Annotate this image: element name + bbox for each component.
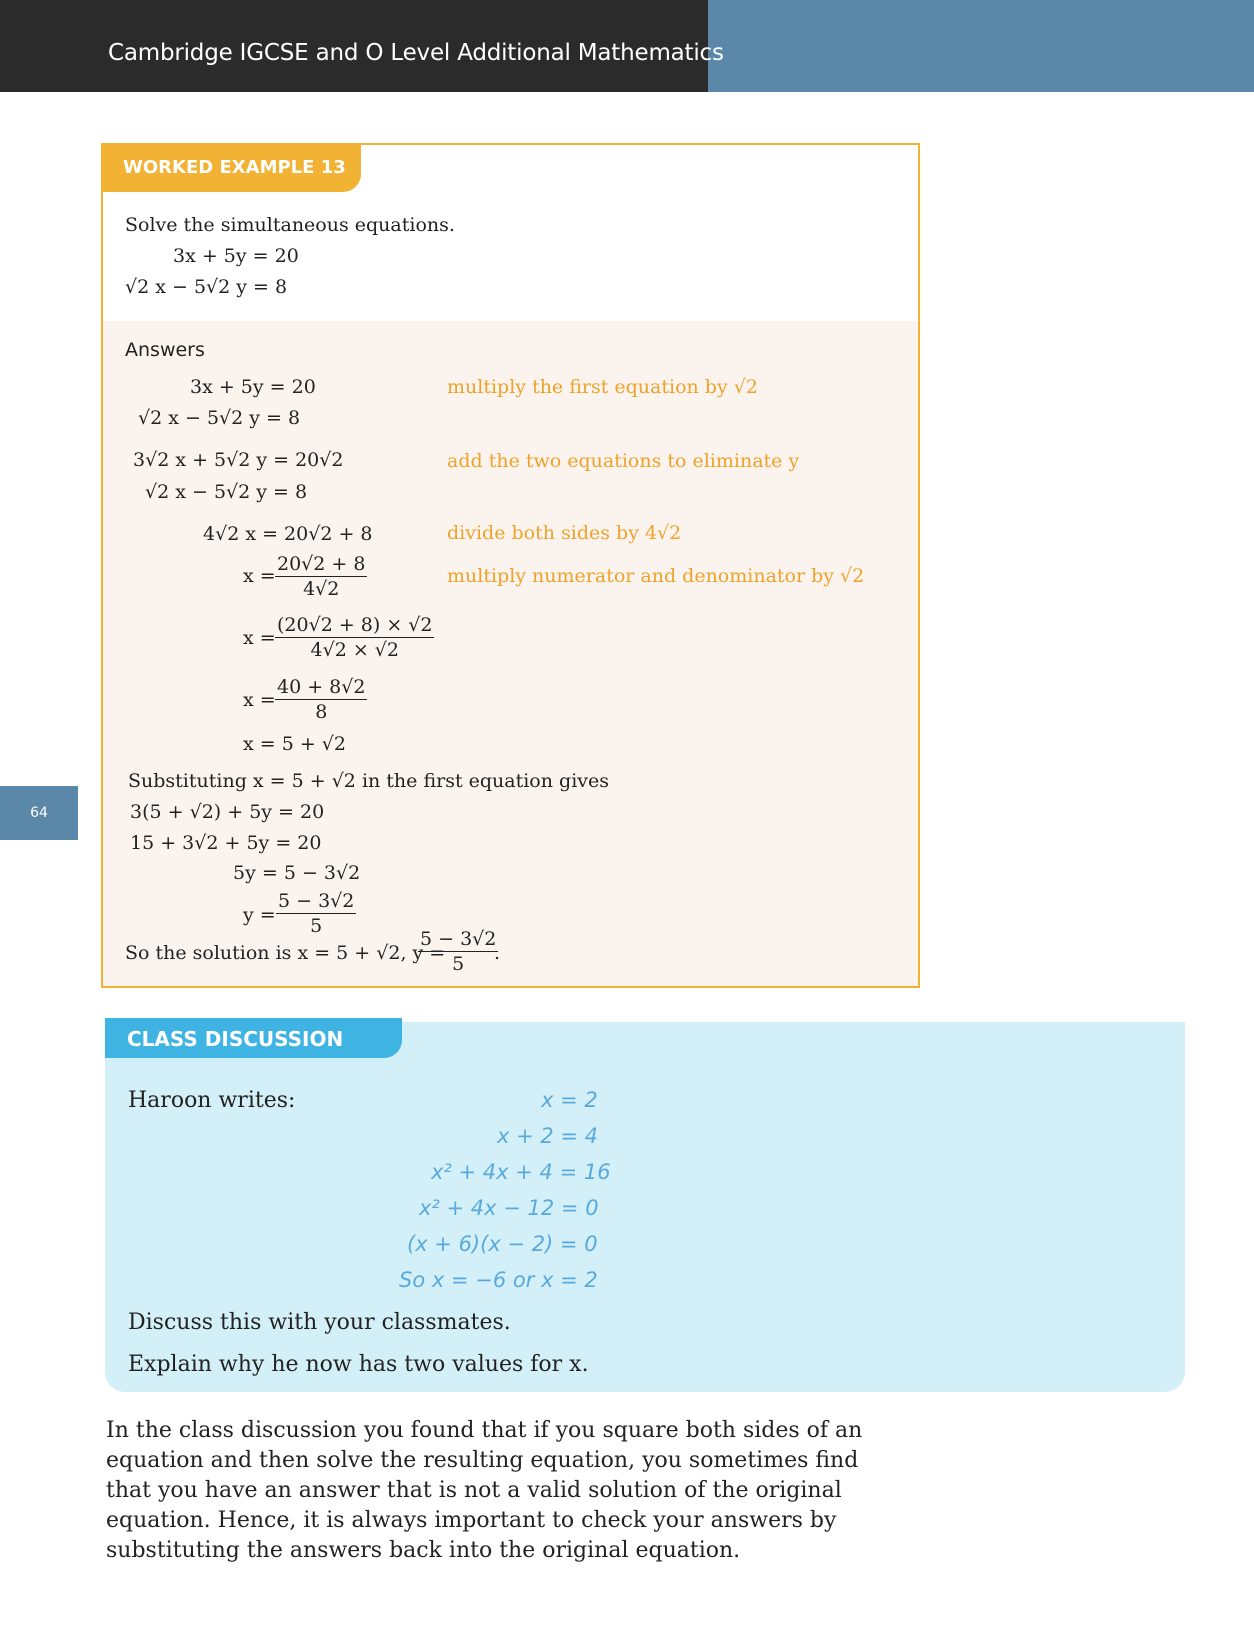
fraction-4-den: 5 <box>310 915 323 937</box>
fraction-1 <box>275 553 367 600</box>
note-1: multiply the first equation by √2 <box>447 376 758 398</box>
class-discussion-box <box>105 1022 1185 1392</box>
step-b1: 3√2 x + 5√2 y = 20√2 <box>133 449 344 471</box>
note-4: multiply numerator and denominator by √2 <box>447 565 865 587</box>
solution-text: So the solution is x = 5 + √2, y = <box>125 942 446 964</box>
fraction-5-num: 5 − 3√2 <box>420 928 497 950</box>
x-equals-1: x = <box>243 565 276 587</box>
handwritten-line-6: So x = −6 or x = 2 <box>399 1268 598 1292</box>
handwritten-line-5: (x + 6)(x − 2) = 0 <box>407 1232 598 1256</box>
x-equals-3: x = <box>243 689 276 711</box>
equation-2: √2 x − 5√2 y = 8 <box>125 276 288 298</box>
solution-period: . <box>494 942 501 964</box>
handwritten-line-2: x + 2 = 4 <box>497 1124 599 1148</box>
x-equals-2: x = <box>243 627 276 649</box>
x-final: x = 5 + √2 <box>243 733 346 755</box>
question-text: Solve the simultaneous equations. <box>125 214 455 236</box>
step-d1: 3(5 + √2) + 5y = 20 <box>130 801 325 823</box>
fraction-3-num: 40 + 8√2 <box>277 676 366 698</box>
discussion-prompt-2: Explain why he now has two values for x. <box>128 1352 589 1377</box>
step-c1: 4√2 x = 20√2 + 8 <box>203 523 373 545</box>
note-2: add the two equations to eliminate y <box>447 450 800 472</box>
step-b2: √2 x − 5√2 y = 8 <box>145 481 308 503</box>
discussion-prompt-1: Discuss this with your classmates. <box>128 1310 511 1335</box>
worked-example-label: WORKED EXAMPLE 13 <box>123 157 346 178</box>
fraction-5-den: 5 <box>452 953 465 975</box>
closing-paragraph: In the class discussion you found that if you square both sides of an equation and then solve the resulting equation, you sometimes find that you have an answer that is not a valid solution of the original equation. Hence, it is always important to check your answers by substituting the answers back into the original equation. <box>106 1418 863 1563</box>
fraction-5 <box>418 928 501 975</box>
fraction-4 <box>276 890 356 937</box>
note-3: divide both sides by 4√2 <box>447 522 682 544</box>
handwritten-line-4: x² + 4x − 12 = 0 <box>419 1196 599 1220</box>
y-equals: y = <box>243 904 276 926</box>
step-d3: 5y = 5 − 3√2 <box>233 862 361 884</box>
discussion-intro: Haroon writes: <box>128 1088 296 1113</box>
substitution-text: Substituting x = 5 + √2 in the first equation gives <box>128 770 609 792</box>
handwritten-line-1: x = 2 <box>541 1088 598 1112</box>
fraction-1-num: 20√2 + 8 <box>277 553 366 575</box>
fraction-3-den: 8 <box>315 701 328 723</box>
fraction-3 <box>275 676 367 723</box>
step-d2: 15 + 3√2 + 5y = 20 <box>130 832 322 854</box>
step-a1: 3x + 5y = 20 <box>190 376 316 398</box>
header-accent <box>708 0 1254 92</box>
fraction-4-num: 5 − 3√2 <box>278 890 355 912</box>
fraction-2-num: (20√2 + 8) × √2 <box>277 614 433 636</box>
handwritten-line-3: x² + 4x + 4 = 16 <box>431 1160 611 1184</box>
step-a2: √2 x − 5√2 y = 8 <box>138 407 301 429</box>
fraction-2-den: 4√2 × √2 <box>310 639 399 661</box>
page-number: 64 <box>0 786 78 840</box>
class-discussion-label: CLASS DISCUSSION <box>127 1027 344 1051</box>
fraction-2 <box>275 614 434 661</box>
fraction-1-den: 4√2 <box>303 578 340 600</box>
worked-example-tab <box>103 145 361 192</box>
equation-1: 3x + 5y = 20 <box>173 245 299 267</box>
class-discussion-tab <box>105 1018 402 1058</box>
answers-heading: Answers <box>125 339 205 361</box>
book-title: Cambridge IGCSE and O Level Additional Mathematics <box>108 40 724 66</box>
